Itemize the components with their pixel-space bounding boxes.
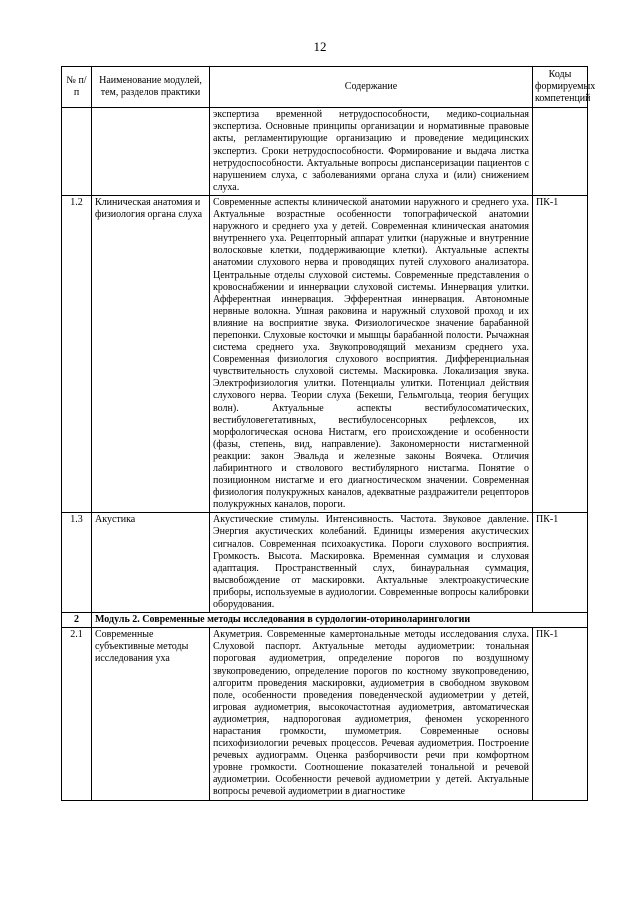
table-row [62, 628, 588, 800]
row-content: Акуметрия. Современные камертональные методы исследования слуха. Слуховой паспорт. Актуальные методы аудиометрии: тональная пороговая аудиометрия, определение порогов по воздушному звукопроведению, определение порогов по костному звукопроведению, алгоритм проведения маскировки, аудиометрия в свободном звуковом поле, особенности проведения поведенческой аудиометрии у детей, игровая аудиометрия, высокочастотная аудиометрия, автоматическая аудиометрия, надпороговая аудиометрия, феномен ускоренного нарастания громкости, шумометрия. Современные основы психофизиологии речевых процессов. Речевая аудиометрия. Построение речевых аудиограмм. Оценка разборчивости речи при комфортном уровне громкости. Соотношение показателей тональной и речевой аудиометрии. Особенности речевой аудиометрии у детей. Актуальные вопросы речевой аудиометрии в диагностике [210, 628, 533, 800]
module-title: Модуль 2. Современные методы исследования в сурдологии-оториноларингологии [92, 613, 588, 628]
row-code: ПК-1 [533, 628, 588, 800]
table-row [62, 108, 588, 196]
page-number: 12 [313, 39, 327, 54]
table-header-row [62, 67, 588, 108]
header-module-name: Наименование модулей, тем, разделов практики [92, 67, 210, 108]
header-content: Содержание [210, 67, 533, 108]
row-name [92, 108, 210, 196]
table-row [62, 195, 588, 512]
row-name: Клиническая анатомия и физиология органа слуха [92, 195, 210, 512]
row-content: Акустические стимулы. Интенсивность. Частота. Звуковое давление. Энергия акустических колебаний. Единицы измерения акустических сигналов. Современная психоакустика. Пороги слухового восприятия. Громкость. Высота. Маскировка. Временная суммация и слуховая адаптация. Пространственный слух, бинауральная суммация, высвобождение от маскировки. Актуальные электроакустические приборы, используемые в аудиологии. Современные вопросы калибровки оборудования. [210, 513, 533, 613]
header-num: № п/п [62, 67, 92, 108]
row-content: экспертиза временной нетрудоспособности, медико-социальная экспертиза. Основные принципы организации и нормативные правовые акты, регламентирующие организацию и проведение медицинских экспертиз. Сроки нетрудоспособности. Формирование и выдача листка нетрудоспособности. Актуальные вопросы диспансеризации пациентов с нарушением слуха, с заболеваниями органа слуха и (или) снижением слуха. [210, 108, 533, 196]
module-num: 2 [62, 613, 92, 628]
row-name: Современные субъективные методы исследования уха [92, 628, 210, 800]
row-num: 2.1 [62, 628, 92, 800]
header-competence-codes: Коды формируемых компетенций [533, 67, 588, 108]
row-content: Современные аспекты клинической анатомии наружного и среднего уха. Актуальные возрастные особенности топографической анатомии наружного и среднего уха у детей. Современная клиническая анатомия внутреннего уха. Рецепторный аппарат улитки (наружные и внутренние волосковые клетки, поддерживающие клетки). Актуальные аспекты анатомии слухового нерва и проводящих путей слухового анализатора. Центральные отделы слуховой системы. Современные представления о кровоснабжении и иннервации слуховой системы. Иннервация улитки. Афферентная иннервация. Эфферентная иннервация. Автономные нервные волокна. Ушная раковина и наружный слуховой проход и их влияние на восприятие звука. Физиологическое значение барабанной перепонки. Слуховые косточки и мышцы барабанной полости. Рычажная система среднего уха. Звукопроводящий механизм среднего уха. Современная физиология слухового восприятия. Дифференциальная чувствительность слуховой системы. Маскировка. Локализация звука. Электрофизиология улитки. Потенциалы улитки. Потенциал действия слухового нерва. Теории слуха (Бекеши, Гельмгольца, теория бегущих волн). Актуальные аспекты вестибулосоматических, вестибуловегетативных, вестибулосенсорных рефлексов, их морфологическая основа Нистагм, его происхождение и особенности (фазы, степень, вид, направление). Закономерности нистагменной реакции: закон Эвальда и железные законы Воячека. Отличия лабиринтного и стволового вестибулярного нистагма. Понятие о позиционном нистагме и его диагностическом значении. Современная физиология полукружных каналов, адекватные раздражители рецепторов полукружных каналов, пороги. [210, 195, 533, 512]
row-code [533, 108, 588, 196]
row-name: Акустика [92, 513, 210, 613]
module-row [62, 613, 588, 628]
row-code: ПК-1 [533, 195, 588, 512]
row-num [62, 108, 92, 196]
curriculum-table [61, 66, 596, 801]
table-row [62, 513, 588, 613]
row-num: 1.3 [62, 513, 92, 613]
row-num: 1.2 [62, 195, 92, 512]
row-code: ПК-1 [533, 513, 588, 613]
